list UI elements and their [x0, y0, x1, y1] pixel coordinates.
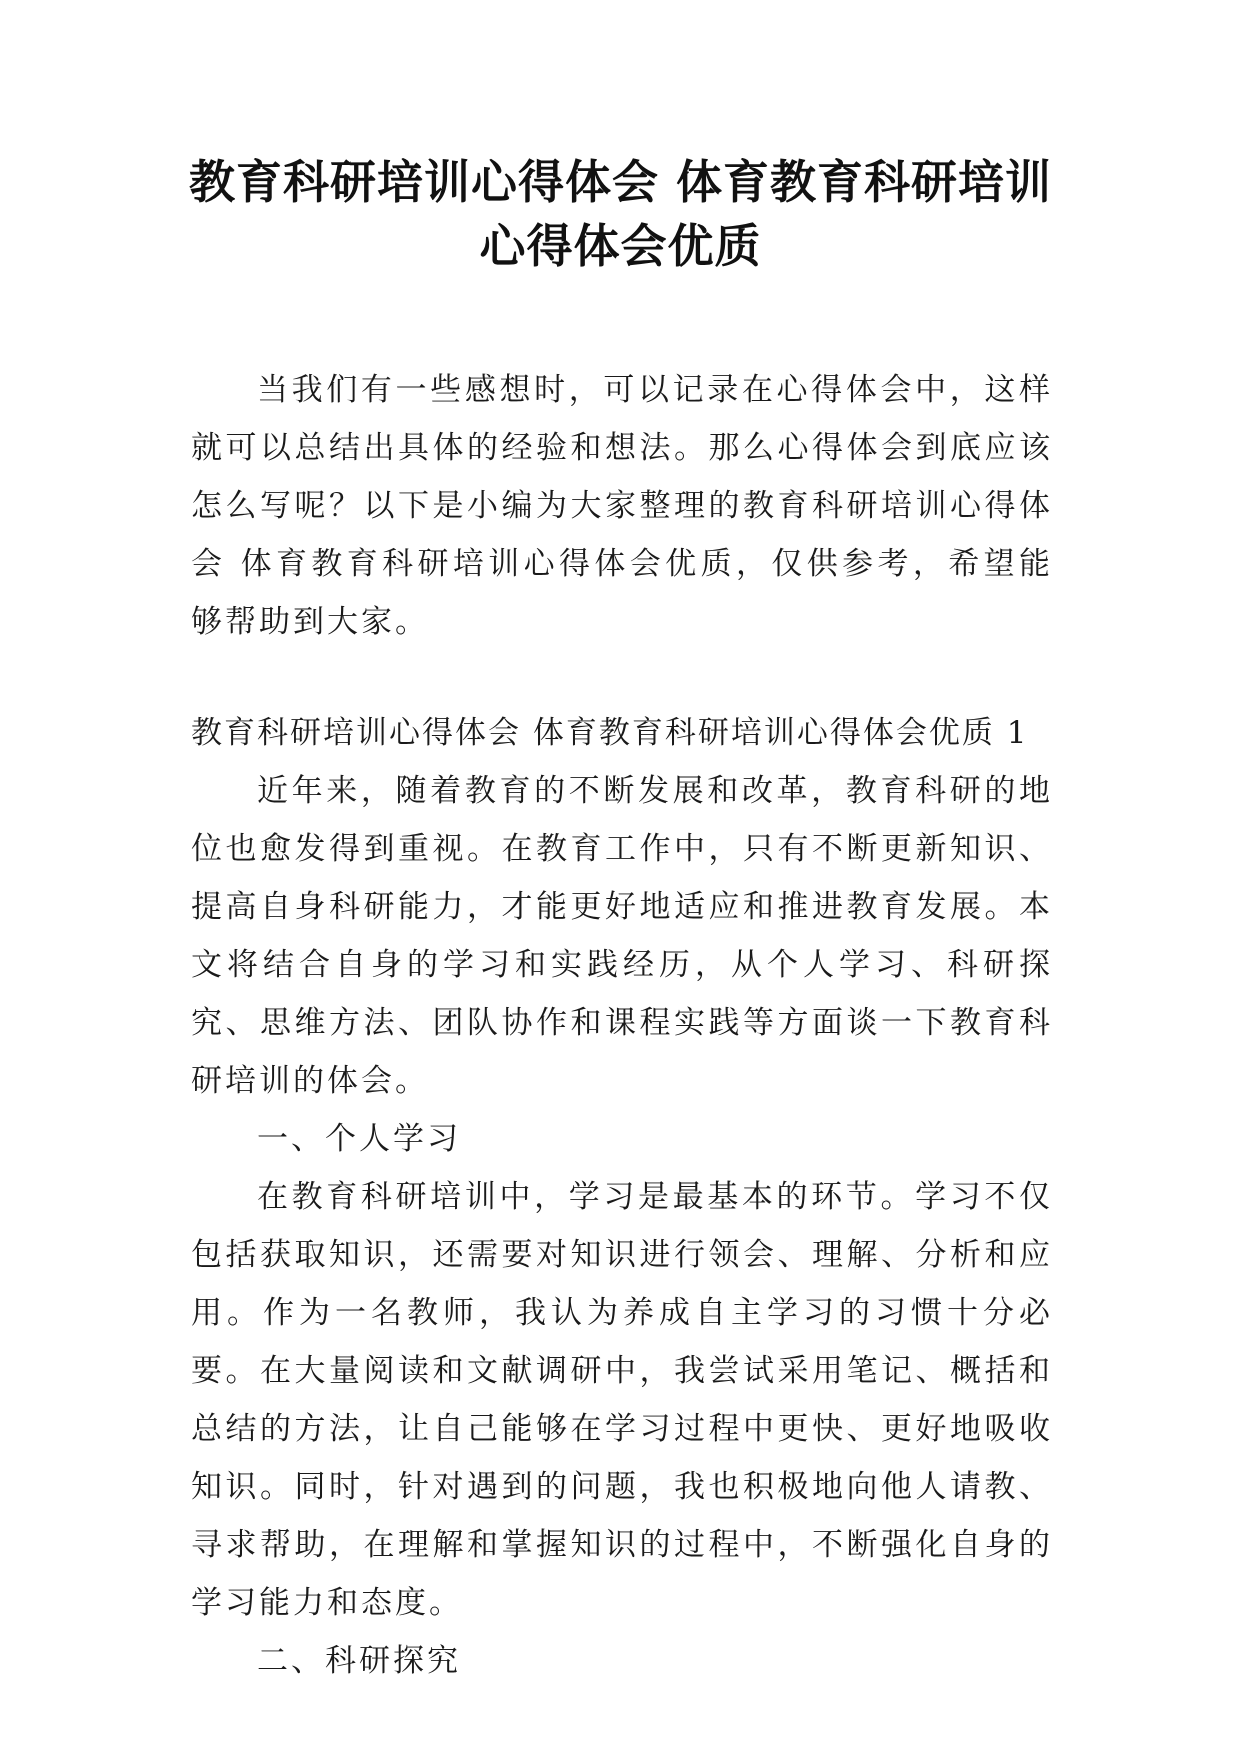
intro-paragraph: 当我们有一些感想时，可以记录在心得体会中，这样就可以总结出具体的经验和想法。那么心得体会到底应该怎么写呢？以下是小编为大家整理的教育科研培训心得体会 体育教育科研培训心得体会优质，仅供参考，希望能够帮助到大家。: [191, 372, 1053, 640]
section-heading-1: 一、个人学习: [257, 1121, 461, 1157]
body-paragraph-2: 在教育科研培训中，学习是最基本的环节。学习不仅包括获取知识，还需要对知识进行领会、理解、分析和应用。作为一名教师，我认为养成自主学习的习惯十分必要。在大量阅读和文献调研中，我尝试采用笔记、概括和总结的方法，让自己能够在学习过程中更快、更好地吸收知识。同时，针对遇到的问题，我也积极地向他人请教、寻求帮助，在理解和掌握知识的过程中，不断强化自身的学习能力和态度。: [191, 1179, 1053, 1621]
body-paragraph-1: 近年来，随着教育的不断发展和改革，教育科研的地位也愈发得到重视。在教育工作中，只有不断更新知识、提高自身科研能力，才能更好地适应和推进教育发展。本文将结合自身的学习和实践经历，从个人学习、科研探究、思维方法、团队协作和课程实践等方面谈一下教育科研培训的体会。: [191, 773, 1053, 1099]
title-line-1: 教育科研培训心得体会 体育教育科研培训: [188, 155, 1052, 209]
section-block: [191, 704, 1053, 1690]
document-title: [160, 150, 1081, 278]
section-heading-2: 二、科研探究: [257, 1643, 461, 1679]
title-line-2: 心得体会优质: [479, 219, 762, 273]
intro-block: [191, 361, 1053, 651]
section-title: 教育科研培训心得体会 体育教育科研培训心得体会优质 1: [191, 715, 1029, 751]
